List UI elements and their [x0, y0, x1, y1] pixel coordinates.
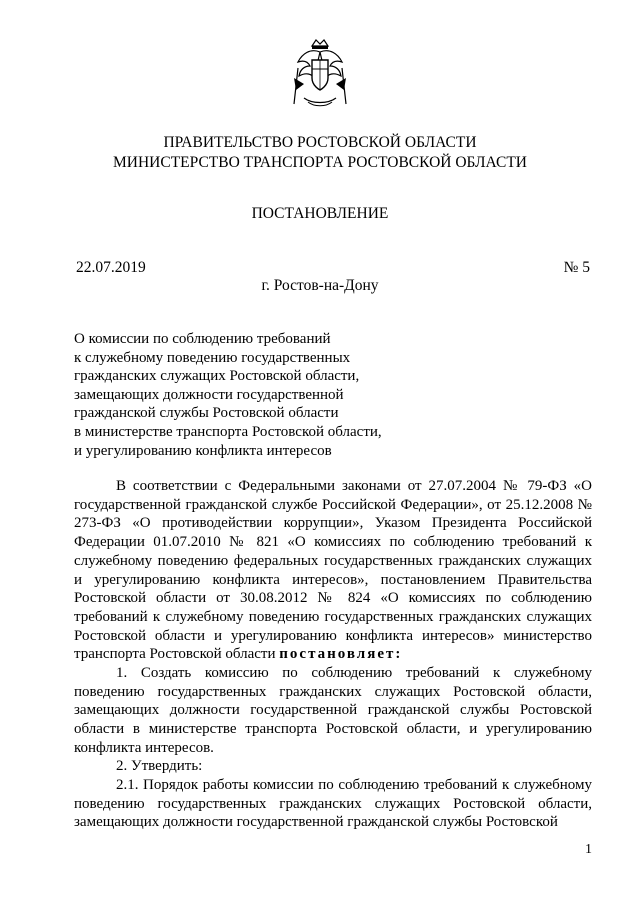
- coat-of-arms-emblem: [290, 38, 350, 110]
- topic-line: гражданских служащих Ростовской области,: [74, 368, 360, 385]
- topic-line: замещающих должности государственной: [74, 386, 344, 403]
- document-topic: [74, 330, 414, 460]
- preamble-paragraph: [74, 477, 592, 664]
- topic-line: к служебному поведению государственных: [74, 349, 351, 366]
- document-date: 22.07.2019: [76, 259, 146, 276]
- decree-word: постановляет:: [279, 646, 403, 663]
- page-number: 1: [585, 842, 592, 857]
- org-name-line-2: МИНИСТЕРСТВО ТРАНСПОРТА РОСТОВСКОЙ ОБЛАСТИ: [113, 154, 527, 171]
- item-2-1-paragraph: 2.1. Порядок работы комиссии по соблюдению требований к служебному поведению государственных гражданских служащих Ростовской области, замещающих должности государственной гражданской службы Ростовской: [74, 777, 592, 831]
- topic-line: гражданской службы Ростовской области: [74, 405, 339, 422]
- document-city: г. Ростов-на-Дону: [261, 277, 379, 294]
- item-1-paragraph: 1. Создать комиссию по соблюдению требований к служебному поведению государственных гражданских служащих Ростовской области, замещающих должности государственной гражданской службы Ростовской области в министерстве транспорта Ростовской области, и урегулированию конфликта интересов.: [74, 665, 592, 756]
- item-2-paragraph: 2. Утвердить:: [116, 758, 203, 774]
- document-type-title: ПОСТАНОВЛЕНИЕ: [251, 205, 389, 222]
- topic-line: в министерстве транспорта Ростовской области,: [74, 423, 382, 440]
- topic-line: О комиссии по соблюдению требований: [74, 331, 331, 347]
- document-number: № 5: [563, 259, 590, 276]
- preamble-text: В соответствии с Федеральными законами от 27.07.2004 № 79-ФЗ «О государственной гражданской службе Российской Федерации», от 25.12.2008 № 273-ФЗ «О противодействии коррупции», Указом Президента Российской Федерации 01.07.2010 № 821 «О комиссиях по соблюдению требований к служебному поведению федеральных государственных гражданских служащих и урегулированию конфликта интересов», постановлением Правительства Ростовской области от 30.08.2012 № 824 «О комиссиях по соблюдению требований к служебному поведению государственных гражданских служащих Ростовской области и урегулированию конфликта интересов» министерство транспорта Ростовской области: [74, 478, 592, 663]
- org-name-line-1: ПРАВИТЕЛЬСТВО РОСТОВСКОЙ ОБЛАСТИ: [163, 134, 477, 151]
- topic-line: и урегулированию конфликта интересов: [74, 442, 332, 459]
